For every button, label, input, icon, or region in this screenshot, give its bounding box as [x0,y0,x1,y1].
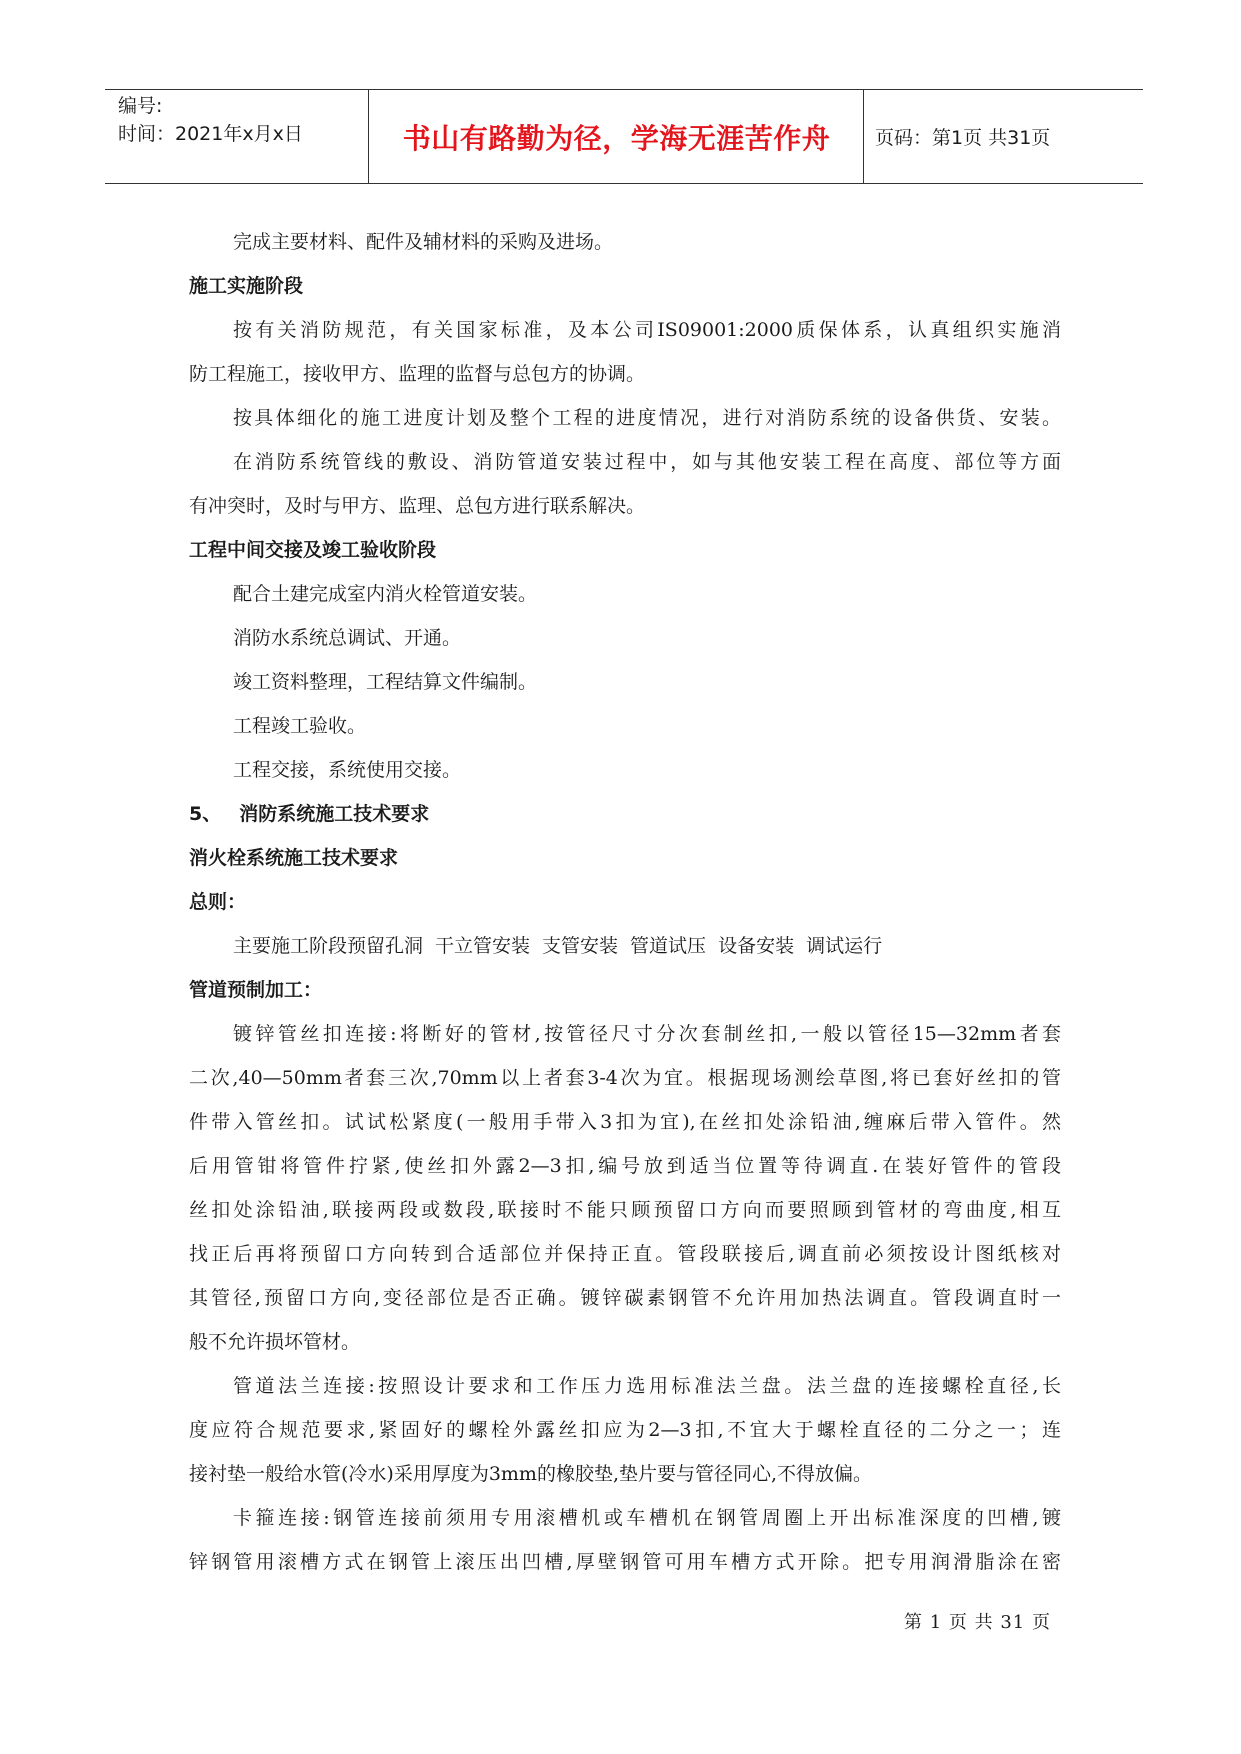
list-item: 工程竣工验收。 [233,715,367,737]
list-item: 工程交接，系统使用交接。 [233,759,462,781]
section-heading: 工程中间交接及竣工验收阶段 [189,539,437,561]
header-motto-cell [370,89,863,184]
heading-number: 5、 [189,803,222,825]
paragraph-line: 度应符合规范要求,紧固好的螺栓外露丝扣应为2—3扣,不宜大于螺栓直径的二分之一；连 [189,1419,1061,1441]
list-item: 消防水系统总调试、开通。 [233,627,462,649]
paragraph-line: 后用管钳将管件拧紧,使丝扣外露2—3扣,编号放到适当位置等待调直.在装好管件的管段 [189,1155,1061,1177]
stage-item: 支管安装 [542,935,619,957]
paragraph-line: 般不允许损坏管材。 [189,1331,361,1353]
numbered-heading [189,792,1061,836]
doc-time-label: 时间：2021年x月x日 [118,123,303,145]
paragraph-line: 防工程施工，接收甲方、监理的监督与总包方的协调。 [189,363,646,385]
paragraph-line: 卡箍连接:钢管连接前须用专用滚槽机或车槽机在钢管周圈上开出标准深度的凹槽,镀 [233,1507,1061,1529]
stage-list [189,924,1061,968]
paragraph: 按具体细化的施工进度计划及整个工程的进度情况，进行对消防系统的设备供货、安装。 [233,407,1061,429]
document-body [189,220,1061,1584]
stage-item: 调试运行 [806,935,883,957]
paragraph: 完成主要材料、配件及辅材料的采购及进场。 [233,231,614,253]
section-heading: 总则： [189,891,247,913]
heading-text: 消防系统施工技术要求 [239,803,430,825]
stage-item: 设备安装 [718,935,795,957]
header-motto: 书山有路勤为径，学海无涯苦作舟 [402,121,831,155]
paragraph-line: 镀锌管丝扣连接:将断好的管材,按管径尺寸分次套制丝扣,一般以管径15—32mm者套 [233,1023,1061,1045]
section-heading: 施工实施阶段 [189,275,304,297]
paragraph-line: 件带入管丝扣。试试松紧度(一般用手带入3扣为宜),在丝扣处涂铅油,缠麻后带入管件。然 [189,1111,1061,1133]
stage-item: 主要施工阶段预留孔洞 [233,935,424,957]
stage-item: 干立管安装 [435,935,531,957]
page-header [105,89,1143,184]
doc-number-label: 编号: [118,95,163,117]
paragraph-line: 接衬垫一般给水管(冷水)采用厚度为3mm的橡胶垫,垫片要与管径同心,不得放偏。 [189,1463,873,1485]
paragraph-line: 按有关消防规范，有关国家标准，及本公司IS09001:2000质保体系，认真组织实施消 [233,319,1061,341]
list-item: 竣工资料整理，工程结算文件编制。 [233,671,538,693]
paragraph-line: 二次,40—50mm者套三次,70mm以上者套3-4次为宜。根据现场测绘草图,将已套好丝扣的管 [189,1067,1061,1089]
section-heading: 管道预制加工： [189,979,323,1001]
paragraph-line: 有冲突时，及时与甲方、监理、总包方进行联系解决。 [189,495,646,517]
paragraph-line: 管道法兰连接:按照设计要求和工作压力选用标准法兰盘。法兰盘的连接螺栓直径,长 [233,1375,1061,1397]
header-divider-right [863,89,864,184]
header-divider-left [368,89,369,184]
stage-item: 管道试压 [630,935,707,957]
header-meta [118,92,368,148]
paragraph-line: 其管径,预留口方向,变径部位是否正确。镀锌碳素钢管不允许用加热法调直。管段调直时一 [189,1287,1061,1309]
paragraph-line: 找正后再将预留口方向转到合适部位并保持正直。管段联接后,调直前必须按设计图纸核对 [189,1243,1061,1265]
section-heading: 消火栓系统施工技术要求 [189,847,399,869]
page-footer: 第 1 页 共 31 页 [904,1612,1051,1633]
paragraph-line: 丝扣处涂铅油,联接两段或数段,联接时不能只顾预留口方向而要照顾到管材的弯曲度,相互 [189,1199,1061,1221]
paragraph-line: 在消防系统管线的敷设、消防管道安装过程中，如与其他安装工程在高度、部位等方面 [233,451,1061,473]
header-page-info: 页码：第1页 共31页 [875,127,1051,149]
paragraph-line: 锌钢管用滚槽方式在钢管上滚压出凹槽,厚壁钢管可用车槽方式开除。把专用润滑脂涂在密 [189,1551,1061,1573]
list-item: 配合土建完成室内消火栓管道安装。 [233,583,538,605]
